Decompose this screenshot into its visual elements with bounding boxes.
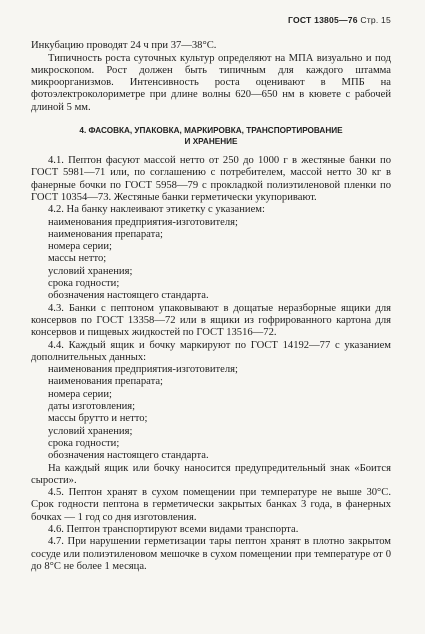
list-item: массы нетто;: [48, 253, 107, 265]
list-item: обозначения настоящего стандарта.: [48, 290, 209, 302]
standard-code: ГОСТ 13805—76: [288, 15, 358, 25]
clause-4-2: 4.2. На банку наклеивают этикетку с указанием:: [48, 204, 265, 216]
paragraph-growth: Типичность роста суточных культур определяют на МПА визуально и под микроскопом. Рост должен быть типичным для каждого штамма микроорганизмов. Интенсивность роста оценивают в МПБ на фотоэлектроколориметре при длине волны 620—650 нм в кювете с рабочей длиной 5 мм.: [31, 52, 391, 113]
page-number: Стр. 15: [360, 15, 391, 25]
list-item: наименования предприятия-изготовителя;: [48, 364, 238, 376]
section-heading-line-2: И ХРАНЕНИЕ: [184, 137, 238, 147]
list-item: наименования препарата;: [48, 376, 164, 388]
list-item: наименования препарата;: [48, 228, 164, 240]
clause-4-6: 4.6. Пептон транспортируют всеми видами транспорта.: [48, 523, 299, 535]
clause-4-5: 4.5. Пептон хранят в сухом помещении при температуре не выше 30°С. Срок годности пептона в герметически закрытых банках 3 года, в фанерных бочках — 1 год со дня изготовления.: [31, 487, 391, 523]
section-heading: [31, 125, 391, 147]
list-item: срока годности;: [48, 437, 120, 449]
list-item: условий хранения;: [48, 265, 133, 277]
list-item: массы брутто и нетто;: [48, 413, 148, 425]
page-header: [31, 14, 391, 26]
list-item: срока годности;: [48, 278, 120, 290]
list-item: наименования предприятия-изготовителя;: [48, 216, 238, 228]
document-page: [31, 14, 391, 573]
section-heading-line-1: 4. ФАСОВКА, УПАКОВКА, МАРКИРОВКА, ТРАНСПОРТИРОВАНИЕ: [79, 126, 343, 136]
paragraph-warning-sign: На каждый ящик или бочку наносится предупредительный знак «Боится сырости».: [31, 462, 391, 486]
list-item: номера серии;: [48, 388, 112, 400]
clause-4-7: 4.7. При нарушении герметизации тары пептон хранят в плотно закрытом сосуде или полиэтиленовом мешочке в сухом помещении при температуре от 0 до 8°С не более 1 месяца.: [31, 536, 391, 572]
list-item: даты изготовления;: [48, 401, 136, 413]
list-item: условий хранения;: [48, 425, 133, 437]
clause-4-4: 4.4. Каждый ящик и бочку маркируют по ГОСТ 14192—77 с указанием дополнительных данных:: [31, 339, 391, 363]
marking-items-list: [31, 364, 391, 462]
list-item: обозначения настоящего стандарта.: [48, 450, 209, 462]
clause-4-3: 4.3. Банки с пептоном упаковывают в дощатые неразборные ящики для консервов по ГОСТ 13358—72 или в ящики из гофрированного картона для консервов и пищевых жидкостей по ГОСТ 13516—72.: [31, 302, 391, 339]
clause-4-1: 4.1. Пептон фасуют массой нетто от 250 до 1000 г в жестяные банки по ГОСТ 5981—71 или, по соглашению с потребителем, массой нетто 30 кг в фанерные бочки по ГОСТ 5958—79 с прокладкой полиэтиленовой пленки по ГОСТ 10354—73. Жестяные банки герметически укупоривают.: [31, 155, 391, 203]
list-item: номера серии;: [48, 241, 112, 253]
label-items-list: [31, 217, 391, 303]
paragraph-incubation: Инкубацию проводят 24 ч при 37—38°С.: [31, 40, 217, 52]
